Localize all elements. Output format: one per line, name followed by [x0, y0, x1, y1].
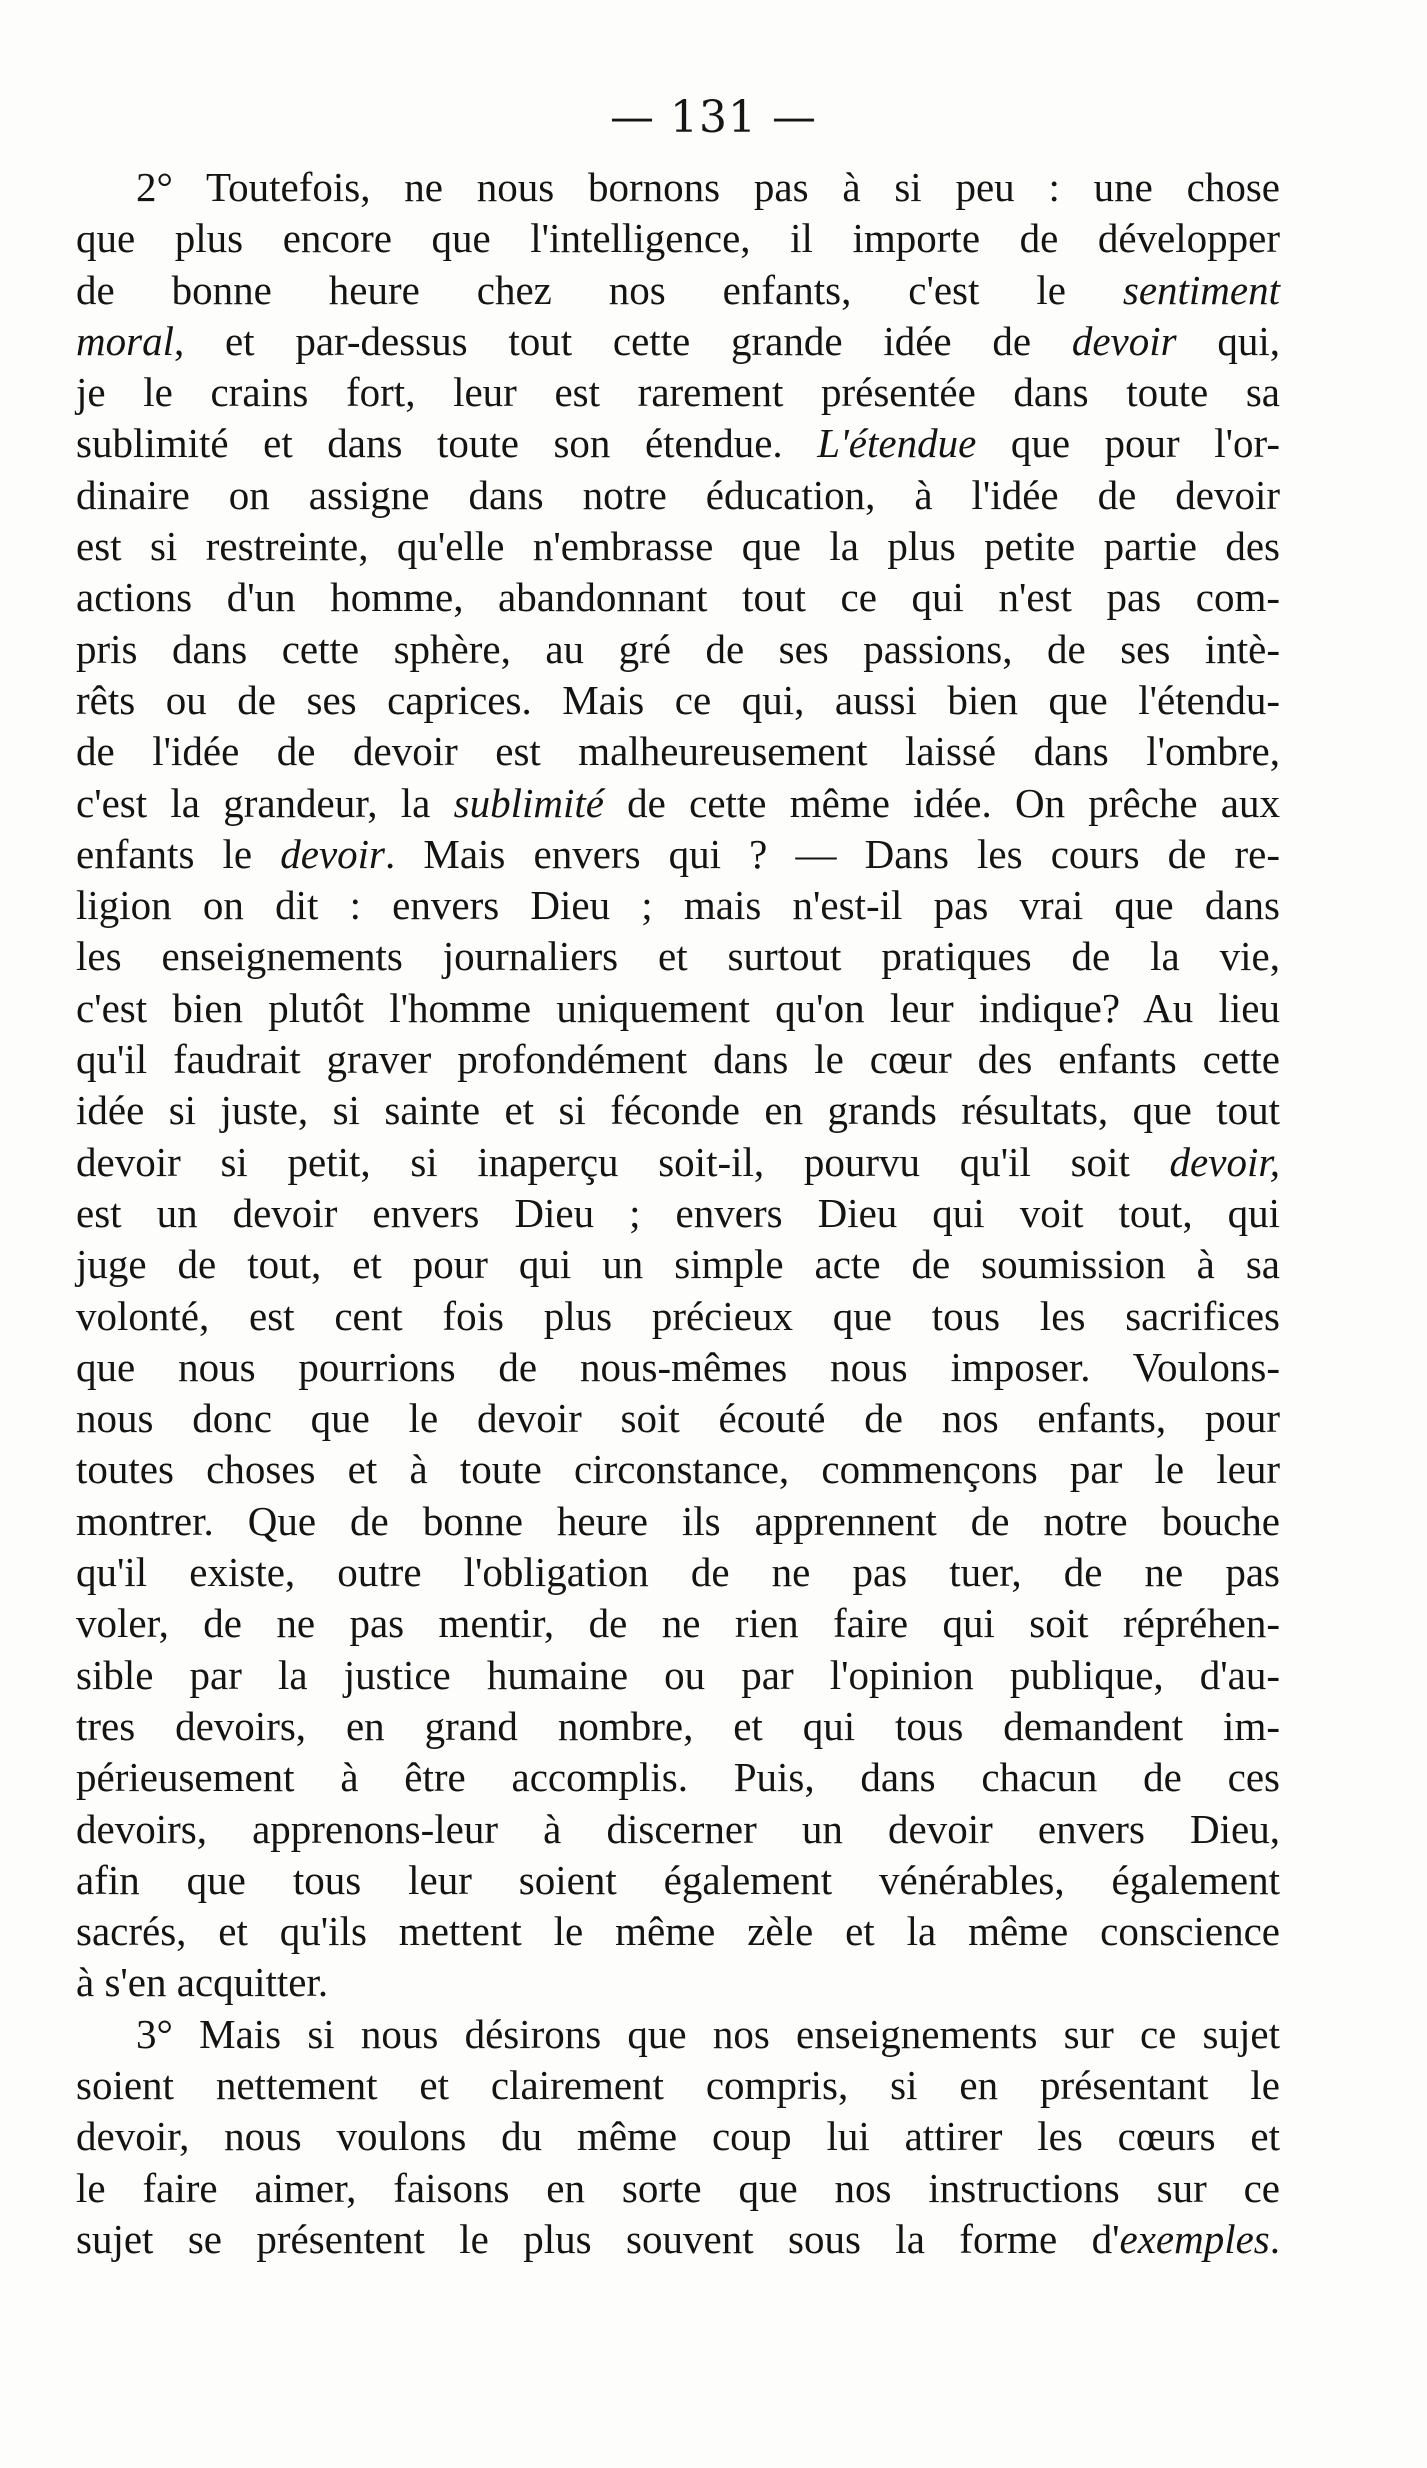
text-line: je le crains fort, leur est rarement présentée dans toute sa — [76, 369, 1280, 416]
italic-word: devoir, — [1169, 1138, 1280, 1185]
text-line: sacrés, et qu'ils mettent le même zèle et la même conscience — [76, 1908, 1280, 1955]
italic-word: devoir — [1071, 317, 1177, 364]
text-line: à s'en acquitter. — [76, 1959, 329, 2006]
page-body-text — [76, 162, 1280, 2265]
italic-word: sublimité — [453, 779, 604, 826]
text-line: 3° Mais si nous désirons que nos enseignements sur ce sujet — [136, 2010, 1280, 2057]
text-line: idée si juste, si sainte et si féconde en grands résultats, que tout — [76, 1087, 1280, 1134]
text-line: c'est bien plutôt l'homme uniquement qu'on leur indique? Au lieu — [76, 984, 1280, 1031]
italic-word: devoir — [280, 830, 385, 877]
text-line: enfants le devoir. Mais envers qui ? — Dans les cours de re- — [76, 830, 1280, 877]
italic-word: L'étendue — [817, 420, 977, 467]
text-line: pris dans cette sphère, au gré de ses passions, de ses intè- — [76, 625, 1280, 672]
text-line: les enseignements journaliers et surtout pratiques de la vie, — [76, 933, 1280, 980]
italic-word: sentiment — [1122, 266, 1280, 313]
text-line: juge de tout, et pour qui un simple acte de soumission à sa — [76, 1241, 1280, 1288]
text-line: sublimité et dans toute son étendue. L'étendue que pour l'or- — [76, 420, 1280, 467]
text-line: sujet se présentent le plus souvent sous la forme d'exemples. — [76, 2215, 1280, 2262]
text-line: montrer. Que de bonne heure ils apprennent de notre bouche — [76, 1497, 1280, 1544]
text-line: est si restreinte, qu'elle n'embrasse que la plus petite partie des — [76, 523, 1280, 570]
text-line: tres devoirs, en grand nombre, et qui tous demandent im- — [76, 1702, 1280, 1749]
text-line: moral, et par-dessus tout cette grande idée de devoir qui, — [76, 317, 1280, 364]
text-line: soient nettement et clairement compris, si en présentant le — [76, 2061, 1280, 2108]
text-line: toutes choses et à toute circonstance, commençons par le leur — [76, 1446, 1280, 1493]
text-line: actions d'un homme, abandonnant tout ce qui n'est pas com- — [76, 574, 1280, 621]
text-line: de bonne heure chez nos enfants, c'est le sentiment — [76, 266, 1280, 313]
text-line: dinaire on assigne dans notre éducation, à l'idée de devoir — [76, 471, 1280, 518]
italic-word: exemples — [1119, 2215, 1270, 2262]
text-line: devoir, nous voulons du même coup lui attirer les cœurs et — [76, 2113, 1280, 2160]
text-line: voler, de ne pas mentir, de ne rien faire qui soit répréhen- — [76, 1600, 1280, 1647]
text-line: nous donc que le devoir soit écouté de nos enfants, pour — [76, 1395, 1280, 1442]
text-line: afin que tous leur soient également vénérables, également — [76, 1856, 1280, 1903]
text-line: ligion on dit : envers Dieu ; mais n'est-il pas vrai que dans — [76, 882, 1280, 929]
text-line: 2° Toutefois, ne nous bornons pas à si peu : une chose — [136, 164, 1280, 210]
text-line: que plus encore que l'intelligence, il importe de développer — [76, 215, 1280, 262]
text-line: le faire aimer, faisons en sorte que nos instructions sur ce — [76, 2164, 1280, 2211]
page-number: — 131 — — [610, 92, 817, 143]
text-line: volonté, est cent fois plus précieux que tous les sacrifices — [76, 1292, 1280, 1339]
text-line: rêts ou de ses caprices. Mais ce qui, aussi bien que l'étendu- — [76, 676, 1280, 723]
text-line: devoirs, apprenons-leur à discerner un devoir envers Dieu, — [76, 1805, 1280, 1852]
italic-word: moral — [76, 317, 174, 364]
text-line: devoir si petit, si inaperçu soit-il, pourvu qu'il soit devoir, — [76, 1138, 1280, 1185]
text-line: périeusement à être accomplis. Puis, dans chacun de ces — [76, 1754, 1280, 1801]
text-line: que nous pourrions de nous-mêmes nous imposer. Voulons- — [76, 1343, 1280, 1390]
text-line: sible par la justice humaine ou par l'opinion publique, d'au- — [76, 1651, 1280, 1698]
text-line: de l'idée de devoir est malheureusement laissé dans l'ombre, — [76, 728, 1280, 775]
text-line: c'est la grandeur, la sublimité de cette même idée. On prêche aux — [76, 779, 1280, 826]
text-line: est un devoir envers Dieu ; envers Dieu qui voit tout, qui — [76, 1189, 1280, 1236]
text-line: qu'il existe, outre l'obligation de ne pas tuer, de ne pas — [76, 1549, 1280, 1596]
text-line: qu'il faudrait graver profondément dans le cœur des enfants cette — [76, 1036, 1280, 1083]
